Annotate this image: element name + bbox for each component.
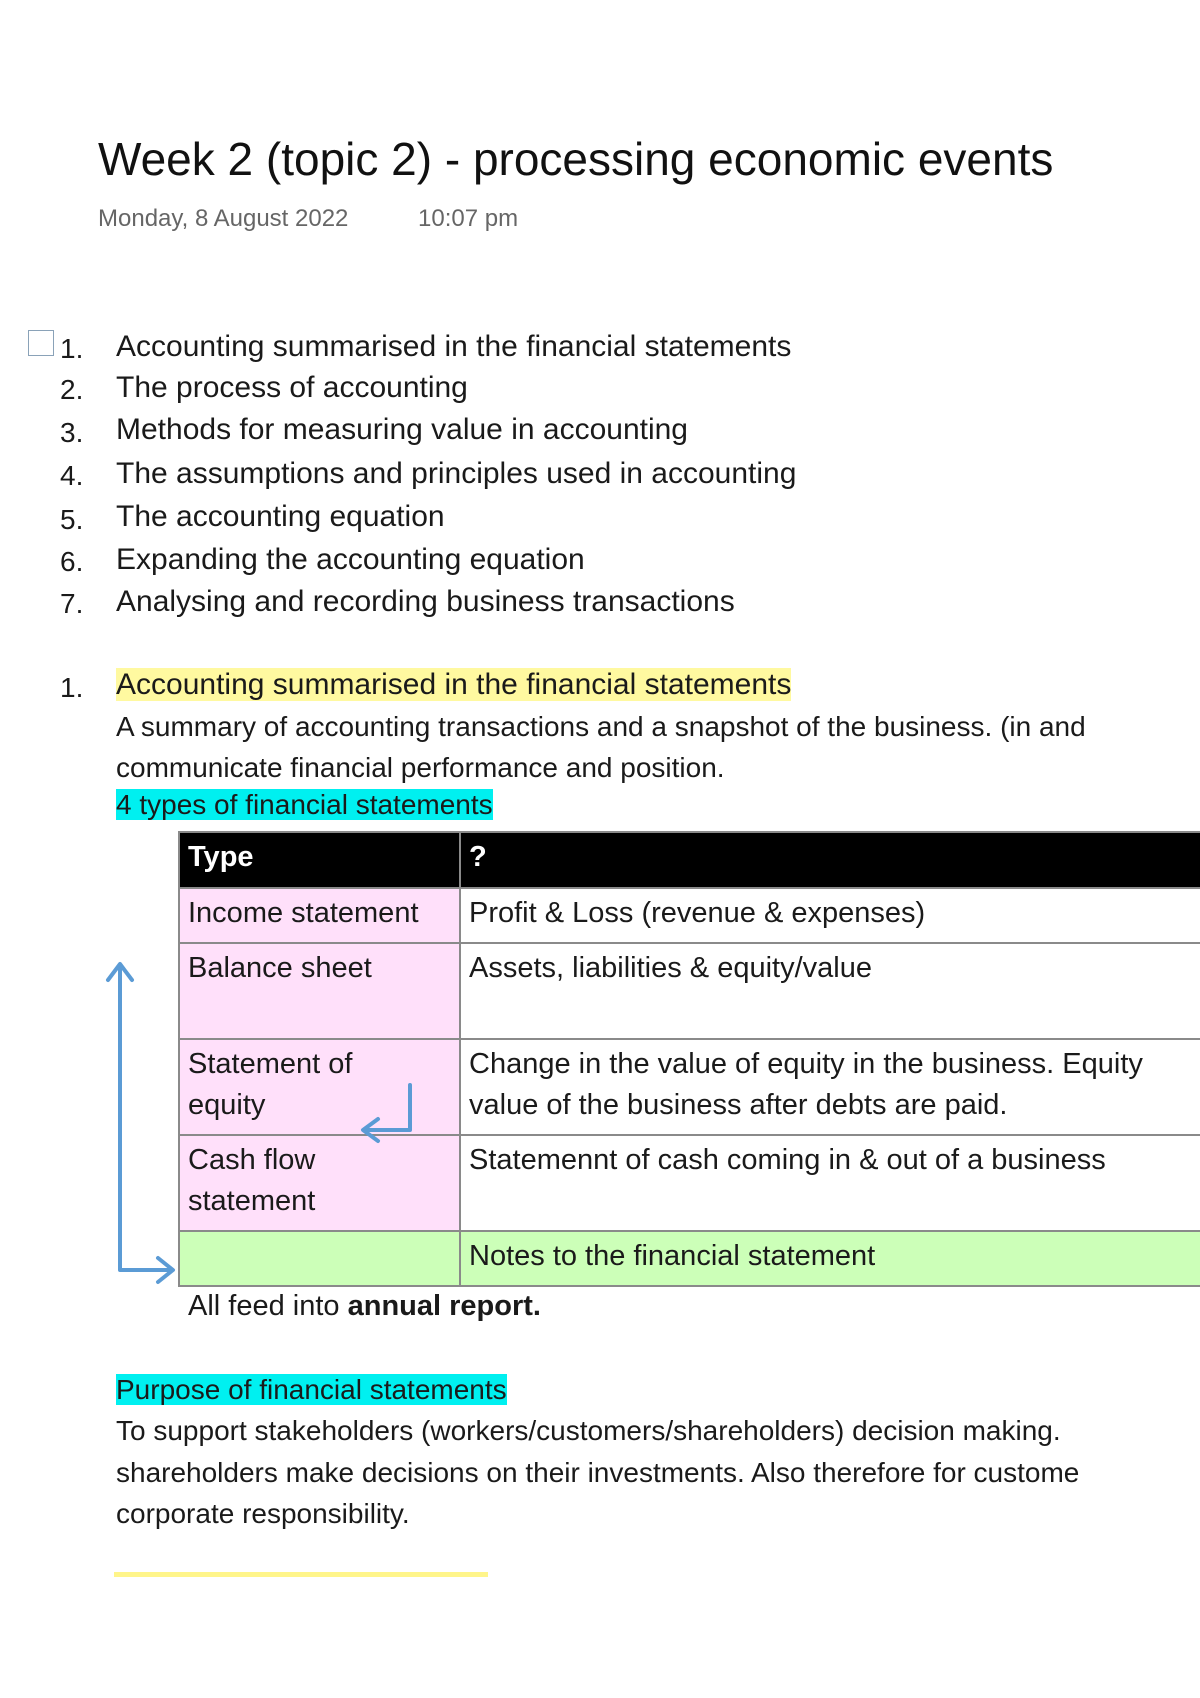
page-title: Week 2 (topic 2) - processing economic events: [98, 133, 1054, 185]
toc-number: 2.: [60, 374, 84, 405]
toc-number: 4.: [60, 460, 84, 491]
summary-line: A summary of accounting transactions and a snapshot of the business. (in and: [116, 711, 1086, 742]
page-time: 10:07 pm: [418, 205, 519, 232]
page-date: Monday, 8 August 2022: [98, 205, 349, 232]
purpose-line: corporate responsibility.: [116, 1498, 410, 1529]
table-cell-desc: Profit & Loss (revenue & expenses): [460, 888, 1200, 943]
section-number: 1.: [60, 672, 84, 703]
toc-item: Expanding the accounting equation: [116, 543, 585, 576]
table-cell-type: Balance sheet: [179, 943, 460, 1039]
cell-line: Statement of: [188, 1048, 353, 1080]
table-header-cell: Type: [179, 832, 460, 888]
subheading-text: 4 types of financial statements: [116, 789, 493, 820]
cell-line: Change in the value of equity in the business. Equity: [469, 1048, 1143, 1080]
table-cell-desc: Statemennt of cash coming in & out of a business: [460, 1135, 1200, 1231]
table-cell-desc: Assets, liabilities & equity/value: [460, 943, 1200, 1039]
purpose-line: To support stakeholders (workers/customers/shareholders) decision making.: [116, 1415, 1061, 1446]
feed-note-text: All feed into: [188, 1290, 348, 1322]
toc-item: Analysing and recording business transactions: [116, 585, 735, 618]
feed-note-bold: annual report.: [347, 1290, 541, 1322]
toc-item: Methods for measuring value in accounting: [116, 413, 688, 446]
toc-item: The assumptions and principles used in accounting: [116, 457, 797, 490]
cell-line: statement: [188, 1184, 316, 1217]
purpose-line: shareholders make decisions on their investments. Also therefore for custome: [116, 1457, 1080, 1488]
cell-line: Cash flow: [188, 1144, 316, 1176]
section-heading-text: Accounting summarised in the financial statements: [116, 668, 792, 701]
table-cell-type: Income statement: [179, 888, 460, 943]
bracket-arrow: [120, 965, 172, 1270]
toc-number: 1.: [60, 333, 84, 364]
purpose-heading-text: Purpose of financial statements: [116, 1374, 507, 1405]
summary-line: communicate financial performance and position.: [116, 752, 725, 783]
toc-item: The process of accounting: [116, 371, 468, 404]
toc-number: 3.: [60, 417, 84, 448]
toc-item: Accounting summarised in the financial statements: [116, 330, 792, 363]
cell-line: equity: [188, 1088, 266, 1121]
toc-item: The accounting equation: [116, 500, 445, 533]
table-header-cell: ?: [460, 832, 1200, 888]
toc-number: 6.: [60, 546, 84, 577]
toc-number: 7.: [60, 588, 84, 619]
table-cell-desc: Notes to the financial statement: [460, 1231, 1200, 1286]
toc-number: 5.: [60, 504, 84, 535]
cell-line: value of the business after debts are paid.: [469, 1088, 1008, 1121]
